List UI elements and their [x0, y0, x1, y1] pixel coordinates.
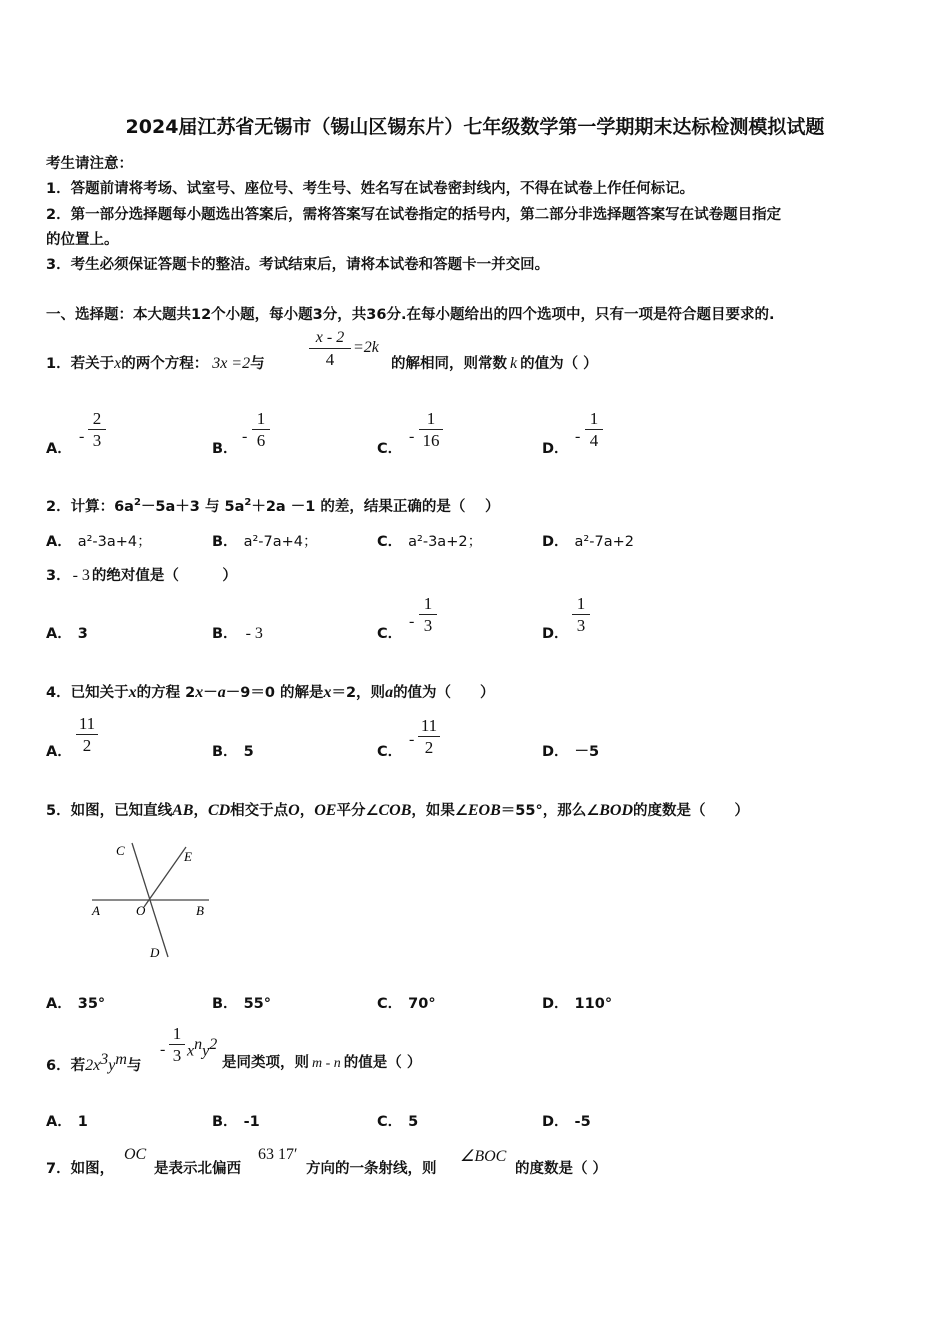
- q5-option-c: C． 70°: [377, 996, 436, 1012]
- q1-option-a-label: A．: [46, 441, 72, 457]
- q5-option-d: D． 110°: [542, 996, 613, 1012]
- q6-option-d: D． -5: [542, 1114, 591, 1130]
- q2-option-b: B． a²-7a+4；: [212, 534, 318, 550]
- q5-figure: [84, 835, 214, 965]
- q7-angle: 63 17′: [258, 1146, 298, 1163]
- q5-option-a: A． 35°: [46, 996, 106, 1012]
- q1-option-c-label: C．: [377, 441, 403, 457]
- q4-option-d: D． －5: [542, 744, 600, 760]
- q1-option-a-sign: -: [79, 428, 85, 445]
- question-7-p4: 的度数是（ ）: [515, 1161, 608, 1177]
- q1-fraction: x - 2 4: [309, 328, 351, 369]
- question-5: 5．如图，已知直线AB，CD相交于点O，OE平分∠COB，如果∠EOB＝55°，那么∠BOD的度数是（ ）: [46, 802, 749, 819]
- question-2: 2．计算：$6a^2-5a+3$ 与 $5a^2+2a -1$ 的差，结果正确的是（ ）: [46, 497, 500, 515]
- q7-boc: ∠BOC: [460, 1148, 507, 1165]
- question-6: 6．若$2x^3y^m$与: [46, 1051, 142, 1074]
- q4-option-a-label: A．: [46, 744, 72, 760]
- q4-option-c-frac: 11 2: [418, 716, 440, 757]
- q4-option-c-label: C．: [377, 744, 403, 760]
- q6-sign: -: [160, 1041, 166, 1058]
- q1-option-b-label: B．: [212, 441, 238, 457]
- q6-fraction: 1 3: [169, 1024, 185, 1065]
- notice-item-2: 2．第一部分选择题每小题选出答案后，需将答案写在试卷指定的括号内，第二部分非选择题答案写在试卷题目指定: [46, 207, 782, 223]
- q1-option-d-sign: -: [575, 428, 581, 445]
- q6-option-a: A． 1: [46, 1114, 88, 1130]
- question-4: 4．已知关于x的方程 2x－a－9＝0 的解是x＝2，则a的值为（ ）: [46, 684, 495, 701]
- question-3: 3． - 3 的绝对值是（ ）: [46, 567, 237, 584]
- question-7: 7．如图，: [46, 1161, 115, 1177]
- q3-option-c-label: C．: [377, 626, 403, 642]
- question-1-rest: 的解相同，则常数 k 的值为（ ）: [391, 355, 598, 372]
- q3-option-c-sign: -: [409, 613, 415, 630]
- question-6-rest: 是同类项，则 m - n 的值是（ ）: [222, 1055, 422, 1071]
- q7-oc: OC: [124, 1146, 147, 1163]
- q1-option-c-sign: -: [409, 428, 415, 445]
- section-heading: 一、选择题：本大题共12个小题，每小题3分，共36分.在每小题给出的四个选项中，只有一项是符合题目要求的.: [46, 307, 775, 323]
- q4-option-b: B． 5: [212, 744, 254, 760]
- q2-option-d: D． a²-7a+2: [542, 534, 634, 550]
- q6-option-c: C． 5: [377, 1114, 419, 1130]
- q1-option-b-frac: 1 6: [252, 409, 270, 450]
- q5-option-b: B． 55°: [212, 996, 271, 1012]
- q3-option-d-label: D．: [542, 626, 569, 642]
- ray-oe: [144, 847, 186, 907]
- q1-option-c-frac: 1 16: [419, 409, 443, 450]
- q1-eq2: =2k: [353, 339, 379, 356]
- notice-item-3: 3．考生必须保证答题卡的整洁。考试结束后，请将本试卷和答题卡一并交回。: [46, 257, 550, 273]
- q3-option-d-frac: 1 3: [572, 594, 590, 635]
- q2-option-c: C． a²-3a+2；: [377, 534, 483, 550]
- q1-option-a-frac: 2 3: [88, 409, 106, 450]
- notice-heading: 考生请注意：: [46, 156, 133, 172]
- label-e: E: [184, 849, 192, 864]
- label-d: D: [150, 945, 160, 960]
- q6-option-b: B． -1: [212, 1114, 260, 1130]
- label-c: C: [116, 843, 125, 858]
- label-a: A: [92, 903, 100, 918]
- question-7-p2: 是表示北偏西: [154, 1161, 241, 1177]
- q4-option-a-frac: 11 2: [76, 714, 98, 755]
- notice-item-2-cont: 的位置上。: [46, 232, 119, 248]
- notice-item-1: 1．答题前请将考场、试室号、座位号、考生号、姓名写在试卷密封线内，不得在试卷上作任何标记。: [46, 181, 695, 197]
- question-1: 1．若关于x的两个方程： 3x =2与: [46, 355, 265, 372]
- q3-option-b: B． - 3: [212, 625, 263, 642]
- q1-option-d-label: D．: [542, 441, 569, 457]
- question-7-p3: 方向的一条射线，则: [306, 1161, 437, 1177]
- q6-term2: $x^ny^2$: [187, 1036, 218, 1060]
- q2-option-a: A． a²-3a+4；: [46, 534, 152, 550]
- q4-option-c-sign: -: [409, 731, 415, 748]
- q1-option-d-frac: 1 4: [585, 409, 603, 450]
- page-title: 2024届江苏省无锡市（锡山区锡东片）七年级数学第一学期期末达标检测模拟试题: [125, 116, 825, 138]
- label-b: B: [196, 903, 204, 918]
- q1-option-b-sign: -: [242, 428, 248, 445]
- q3-option-a: A． 3: [46, 626, 88, 642]
- q3-option-c-frac: 1 3: [419, 594, 437, 635]
- label-o: O: [136, 903, 146, 918]
